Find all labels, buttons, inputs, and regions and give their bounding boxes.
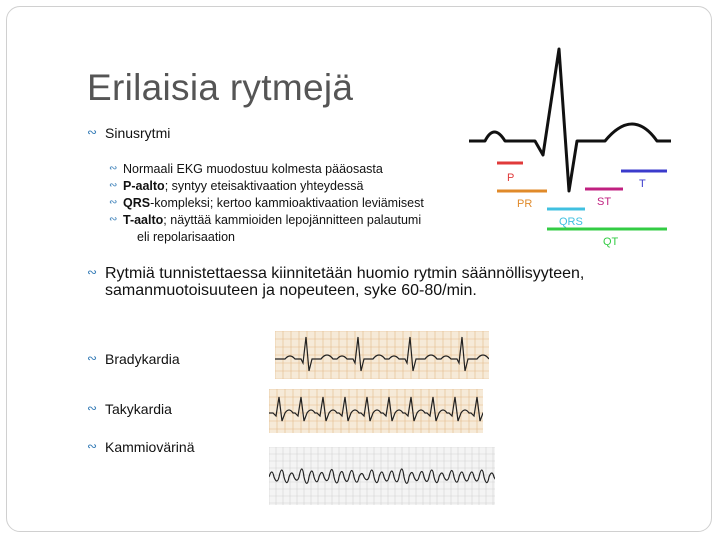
curl-bullet-icon: ∾ bbox=[87, 125, 98, 139]
term-desc: ; syntyy eteisaktivaation yhteydessä bbox=[164, 179, 364, 193]
t-label: T bbox=[639, 178, 646, 190]
ekg-diagram bbox=[461, 43, 683, 255]
term-desc: -kompleksi; kertoo kammioaktivaation leviämisest bbox=[150, 196, 424, 210]
rhythm-line-2: samanmuotoisuuteen ja nopeuteen, syke 60-80/min. bbox=[105, 282, 477, 299]
qrs-label: QRS bbox=[559, 216, 583, 228]
curl-bullet-icon: ∾ bbox=[109, 214, 118, 225]
bullet-text: Kammiovärinä bbox=[105, 439, 195, 455]
curl-bullet-icon: ∾ bbox=[109, 163, 118, 174]
slide-title: Erilaisia rytmejä bbox=[87, 67, 354, 108]
curl-bullet-icon: ∾ bbox=[109, 197, 118, 208]
term-qrs: QRS bbox=[123, 196, 151, 210]
bradykardia-strip bbox=[275, 331, 489, 379]
bullet-rhythm-text bbox=[105, 265, 584, 299]
rhythm-line-1: Rytmiä tunnistettaessa kiinnitetään huomio rytmin säännöllisyyteen, bbox=[105, 265, 585, 282]
kammiovarina-strip bbox=[269, 447, 495, 505]
st-label: ST bbox=[597, 196, 612, 208]
curl-bullet-icon: ∾ bbox=[87, 265, 98, 279]
bullet-text: Sinusrytmi bbox=[105, 125, 171, 141]
bullet-text: Takykardia bbox=[105, 401, 172, 417]
curl-bullet-icon: ∾ bbox=[109, 180, 118, 191]
sub-bullet bbox=[109, 162, 383, 176]
sub-bullet-text: Normaali EKG muodostuu kolmesta pääosasta bbox=[123, 162, 383, 176]
bullet-text: Bradykardia bbox=[105, 351, 180, 367]
curl-bullet-icon: ∾ bbox=[87, 351, 98, 365]
p-label: P bbox=[507, 172, 515, 184]
sub-bullet-cont-text: eli repolarisaation bbox=[137, 230, 235, 244]
sub-bullet-continuation bbox=[137, 230, 235, 244]
bullet-rhythm bbox=[87, 265, 584, 299]
takykardia-strip bbox=[269, 389, 483, 433]
bullet-bradykardia bbox=[87, 351, 180, 367]
sub-bullet-text bbox=[123, 179, 363, 193]
sub-bullet-text bbox=[123, 213, 421, 227]
slide bbox=[6, 6, 712, 532]
bullet-kammiovarina bbox=[87, 439, 194, 455]
sub-bullet bbox=[109, 179, 363, 193]
term-p-aalto: P-aalto bbox=[123, 179, 165, 193]
term-desc: ; näyttää kammioiden lepojännitteen palautumi bbox=[163, 213, 422, 227]
term-t-aalto: T-aalto bbox=[123, 213, 164, 227]
curl-bullet-icon: ∾ bbox=[87, 439, 98, 453]
pr-label: PR bbox=[517, 198, 533, 210]
bullet-takykardia bbox=[87, 401, 172, 417]
qt-label: QT bbox=[603, 236, 619, 248]
sub-bullet-text bbox=[123, 196, 424, 210]
sub-bullet bbox=[109, 213, 421, 227]
curl-bullet-icon: ∾ bbox=[87, 401, 98, 415]
bullet-sinusrytmi bbox=[87, 125, 170, 141]
sub-bullet bbox=[109, 196, 424, 210]
